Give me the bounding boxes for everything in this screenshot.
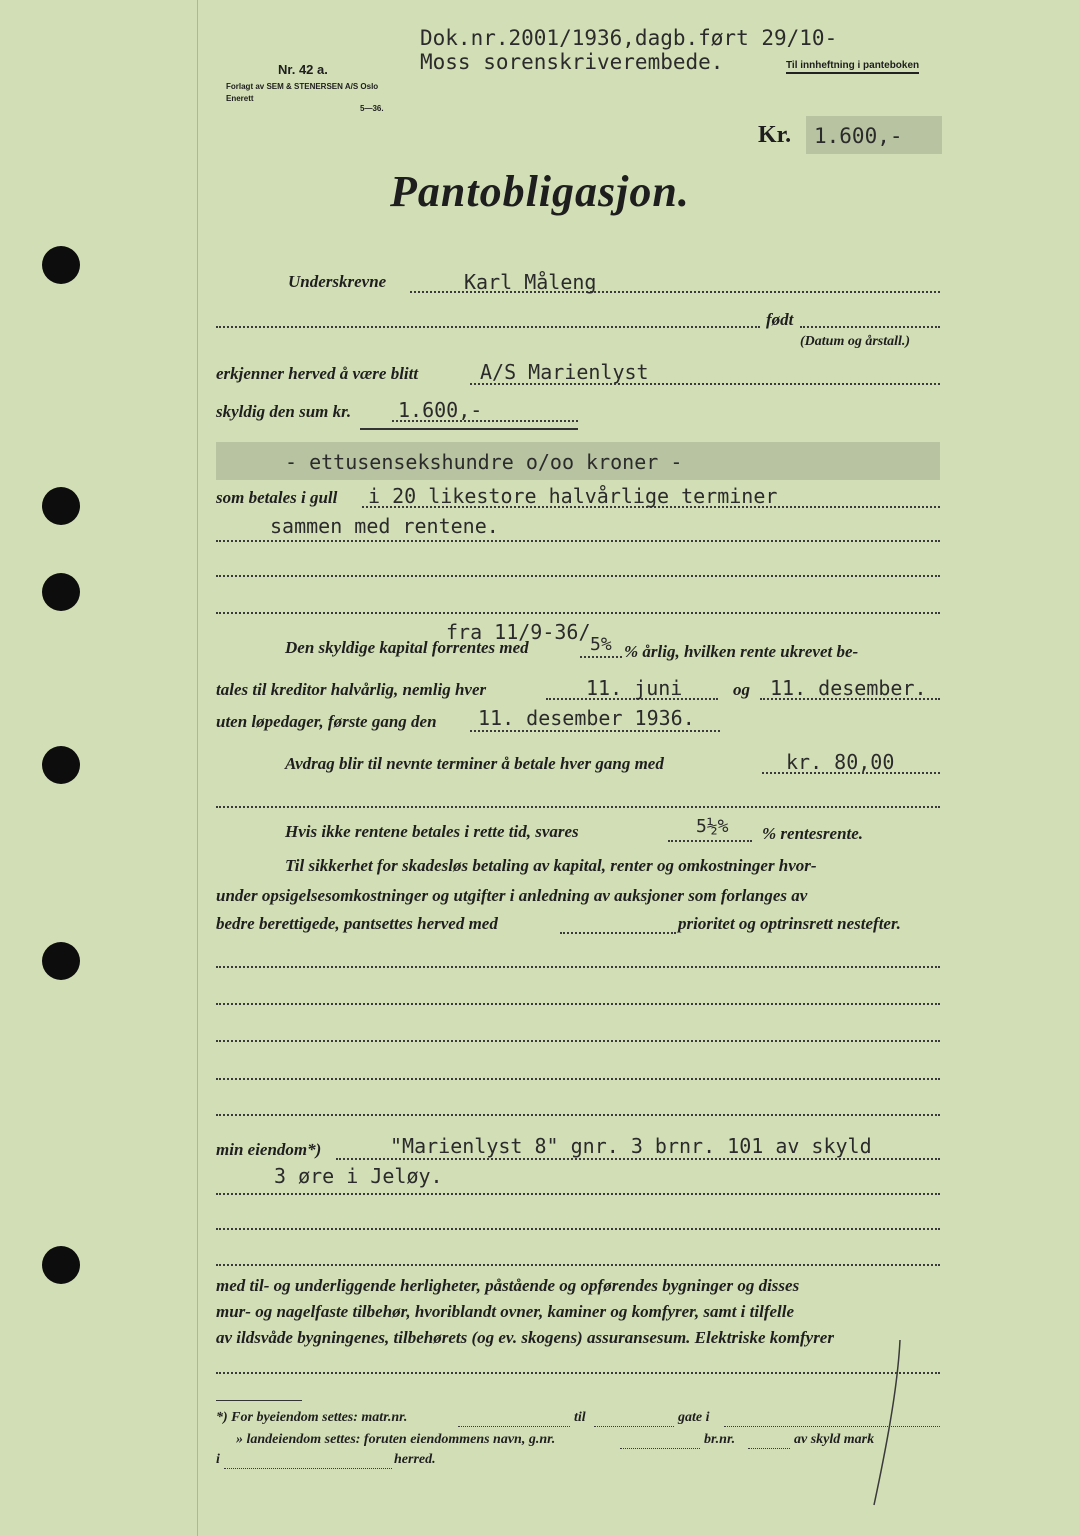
sikkerhet-line-3b: prioritet og optrinsrett nestefter. xyxy=(678,914,901,933)
sikkerhet-line-1: Til sikkerhet for skadesløs betaling av kapital, renter og omkostninger hvor- xyxy=(285,856,817,875)
creditor-name: A/S Marienlyst xyxy=(480,360,649,384)
term-date-1: 11. juni xyxy=(586,676,683,700)
first-payment-date: 11. desember 1936. xyxy=(478,706,695,730)
footnote-line-2b: br.nr. xyxy=(704,1432,736,1447)
binder-hole xyxy=(42,1246,80,1284)
term-date-2: 11. desember. xyxy=(770,676,927,700)
kapital-label: Den skyldige kapital forrentes med xyxy=(285,638,529,657)
binder-hole xyxy=(42,942,80,980)
publisher-line: Forlagt av SEM & STENERSEN A/S Oslo xyxy=(226,82,379,91)
hvis-label: Hvis ikke rentene betales i rette tid, svares xyxy=(285,822,579,841)
sum-value: 1.600,- xyxy=(398,398,483,422)
kreditor-label: tales til kreditor halvårlig, nemlig hver xyxy=(216,680,487,699)
kapital-label-2: % årlig, hvilken rente ukrevet be- xyxy=(624,642,859,661)
property-description: "Marienlyst 8" gnr. 3 brnr. 101 av skyld xyxy=(390,1134,872,1158)
interest-start-date: fra 11/9-36/ xyxy=(446,620,591,644)
binder-hole xyxy=(42,746,80,784)
office-line: Moss sorenskriverembede. xyxy=(420,50,724,74)
footnote-line-1c: gate i xyxy=(678,1410,710,1425)
debtor-name: Karl Måleng xyxy=(464,270,597,294)
herligheter-line-3: av ildsvåde bygningenes, tilbehørets (og ev. skogens) assuransesum. Elektriske komfyrer xyxy=(216,1328,834,1347)
penalty-rate: 5½% xyxy=(696,816,729,837)
installment-amount: kr. 80,00 xyxy=(786,750,895,774)
margin-line xyxy=(197,0,198,1536)
footnote-line-1a: *) For byeiendom settes: matr.nr. xyxy=(216,1410,408,1425)
doc-number-line: Dok.nr.2001/1936,dagb.ført 29/10- xyxy=(420,26,838,50)
underskrevne-label: Underskrevne xyxy=(288,272,387,291)
sikkerhet-line-3: bedre berettigede, pantsettes herved med xyxy=(216,914,498,933)
datum-label: (Datum og årstall.) xyxy=(800,334,911,349)
property-description-2: 3 øre i Jeløy. xyxy=(274,1164,443,1188)
payment-terms-2: sammen med rentene. xyxy=(270,514,499,538)
binder-hole xyxy=(42,246,80,284)
pen-stroke xyxy=(860,1340,920,1510)
footnote-line-3a: i xyxy=(216,1452,220,1467)
fodt-label: født xyxy=(766,310,794,329)
form-number: Nr. 42 a. xyxy=(278,62,328,77)
amount-prefix: Kr. xyxy=(758,122,792,148)
herligheter-line-2: mur- og nagelfaste tilbehør, hvoriblandt ovner, kaminer og komfyrer, samt i tilfelle xyxy=(216,1302,795,1321)
document-title: Pantobligasjon. xyxy=(390,167,690,216)
sum-words: - ettusensekshundre o/oo kroner - xyxy=(285,450,683,474)
enerett-label: Enerett xyxy=(226,94,254,103)
binder-hole xyxy=(42,487,80,525)
skyldig-label: skyldig den sum kr. xyxy=(216,402,352,421)
gull-label: som betales i gull xyxy=(216,488,338,507)
rentesrente-label: % rentesrente. xyxy=(762,824,864,843)
date-code: 5—36. xyxy=(360,104,384,113)
erkjenner-label: erkjenner herved å være blitt xyxy=(216,364,419,383)
lopedager-label: uten løpedager, første gang den xyxy=(216,712,437,731)
payment-terms: i 20 likestore halvårlige terminer xyxy=(368,484,778,508)
sikkerhet-line-2: under opsigelsesomkostninger og utgifter i anledning av auksjoner som forlanges av xyxy=(216,886,808,905)
stamp-label: Til innheftning i panteboken xyxy=(786,60,919,74)
amount-value: 1.600,- xyxy=(814,124,903,148)
interest-rate: 5% xyxy=(590,634,612,655)
avdrag-label: Avdrag blir til nevnte terminer å betale hver gang med xyxy=(285,754,664,773)
footnote-line-1b: til xyxy=(574,1410,586,1425)
herligheter-line-1: med til- og underliggende herligheter, påstående og opførendes bygninger og disses xyxy=(216,1276,800,1295)
eiendom-label: min eiendom*) xyxy=(216,1140,322,1159)
footnote-line-2c: av skyld mark xyxy=(794,1432,875,1447)
binder-hole xyxy=(42,573,80,611)
og-label: og xyxy=(733,680,750,699)
footnote-line-2a: » landeiendom settes: foruten eiendommens navn, g.nr. xyxy=(236,1432,556,1447)
footnote-line-3b: herred. xyxy=(394,1452,436,1467)
